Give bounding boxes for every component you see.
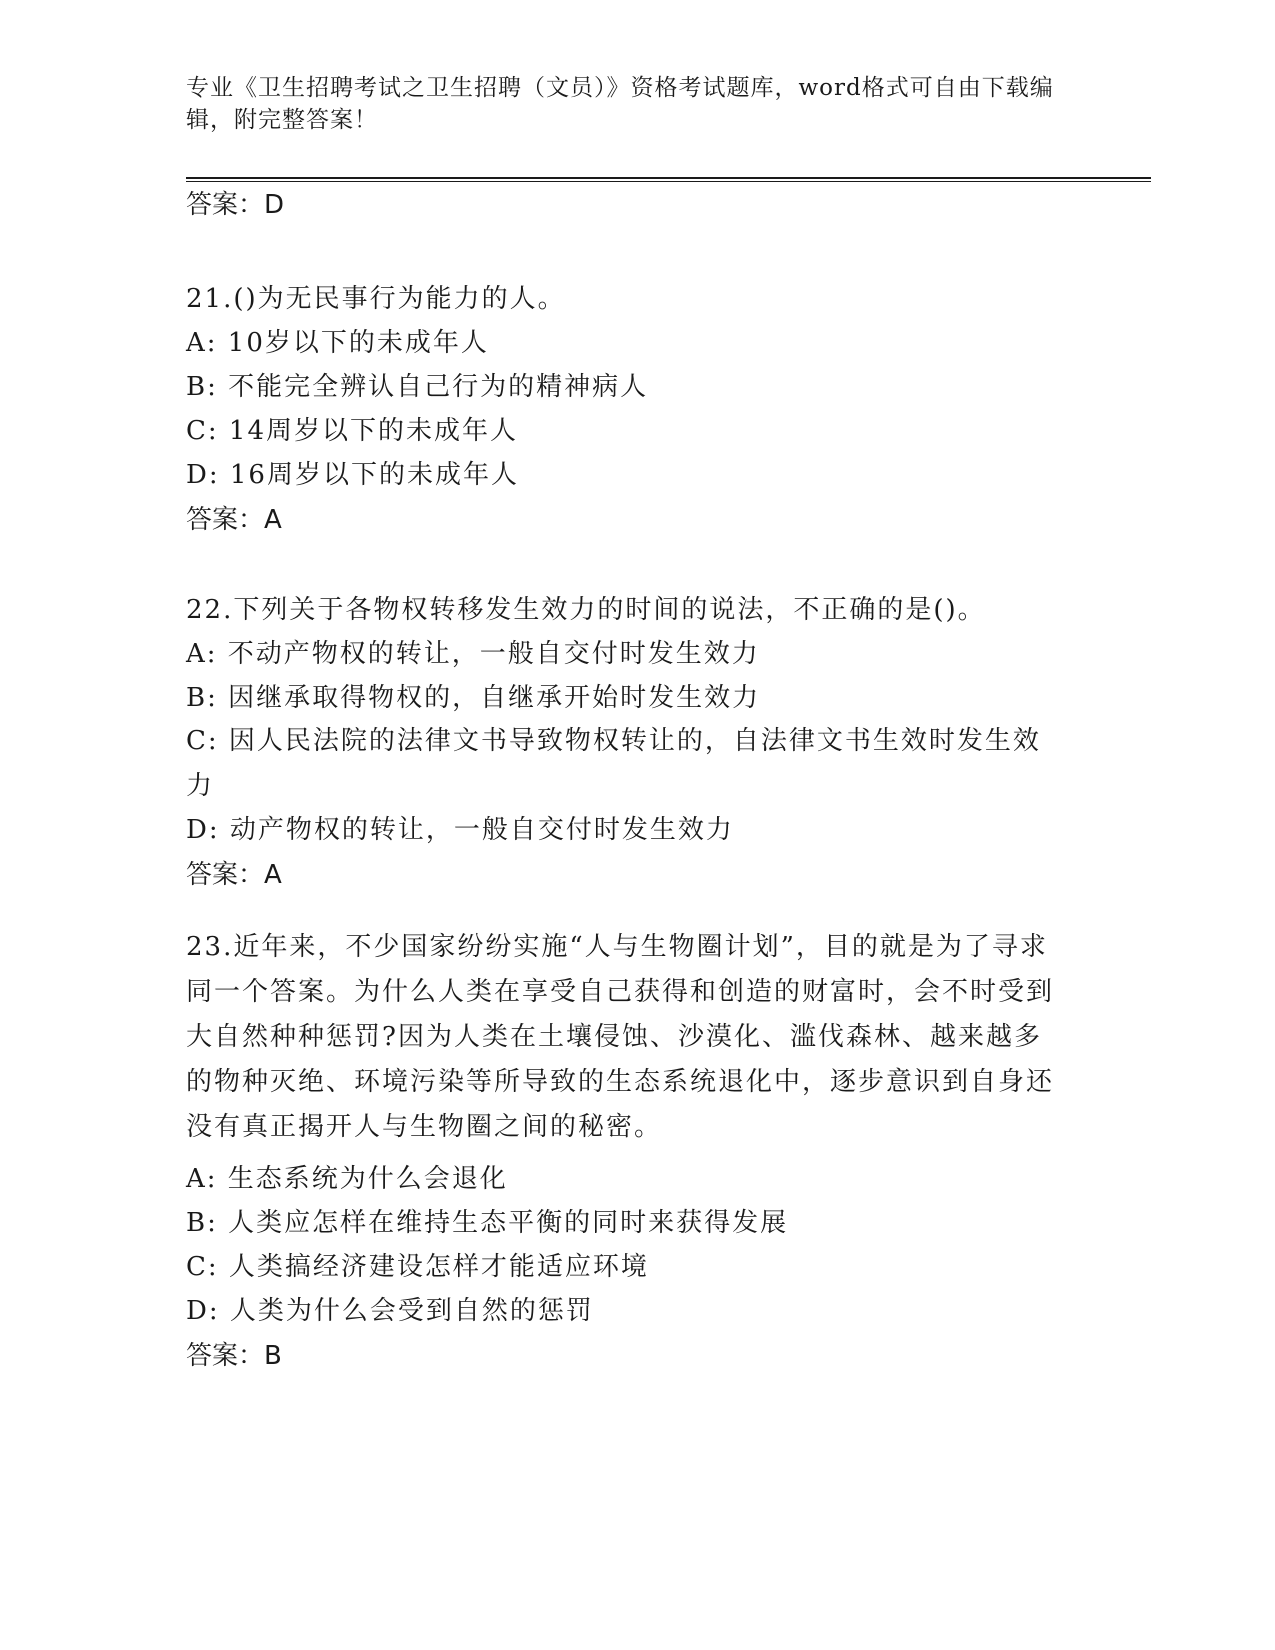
question-21-option-a: A: 10岁以下的未成年人 [186, 328, 489, 358]
question-23-stem: 23.近年来，不少国家纷纷实施“人与生物圈计划”，目的就是为了寻求同一个答案。为什么人类在享受自己获得和创造的财富时，会不时受到大自然种种惩罚?因为人类在土壤侵蚀、沙漠化、滥伐森林、越来越多的物种灭绝、环境污染等所导致的生态系统退化中，逐步意识到自身还没有真正揭开人与生物圈之间的秘密。 [186, 932, 1055, 1142]
previous-answer: 答案：D [186, 190, 285, 220]
question-23-answer: 答案：B [186, 1341, 282, 1371]
page-header: 专业《卫生招聘考试之卫生招聘（文员）》资格考试题库，word格式可自由下载编辑，附完整答案！ [186, 75, 1054, 133]
question-23-option-c: C: 人类搞经济建设怎样才能适应环境 [186, 1252, 649, 1282]
header-divider-thin [186, 181, 1151, 182]
question-23-option-a: A: 生态系统为什么会退化 [186, 1164, 508, 1194]
question-21-option-c: C: 14周岁以下的未成年人 [186, 416, 519, 446]
question-21-stem: 21.()为无民事行为能力的人。 [186, 284, 566, 314]
question-21-option-b: B: 不能完全辨认自己行为的精神病人 [186, 372, 649, 402]
question-21-option-d: D: 16周岁以下的未成年人 [186, 460, 519, 490]
question-21-answer: 答案：A [186, 505, 282, 535]
question-22-option-a: A: 不动产物权的转让，一般自交付时发生效力 [186, 639, 760, 669]
header-divider [186, 177, 1151, 179]
question-23-option-b: B: 人类应怎样在维持生态平衡的同时来获得发展 [186, 1208, 789, 1238]
question-22-option-b: B: 因继承取得物权的，自继承开始时发生效力 [186, 683, 761, 713]
question-23-option-d: D: 人类为什么会受到自然的惩罚 [186, 1296, 594, 1326]
question-22-stem: 22.下列关于各物权转移发生效力的时间的说法，不正确的是()。 [186, 595, 986, 625]
question-22-option-c: C: 因人民法院的法律文书导致物权转让的，自法律文书生效时发生效力 [186, 726, 1041, 801]
question-22-option-d: D: 动产物权的转让，一般自交付时发生效力 [186, 815, 734, 845]
question-22-answer: 答案：A [186, 860, 282, 890]
